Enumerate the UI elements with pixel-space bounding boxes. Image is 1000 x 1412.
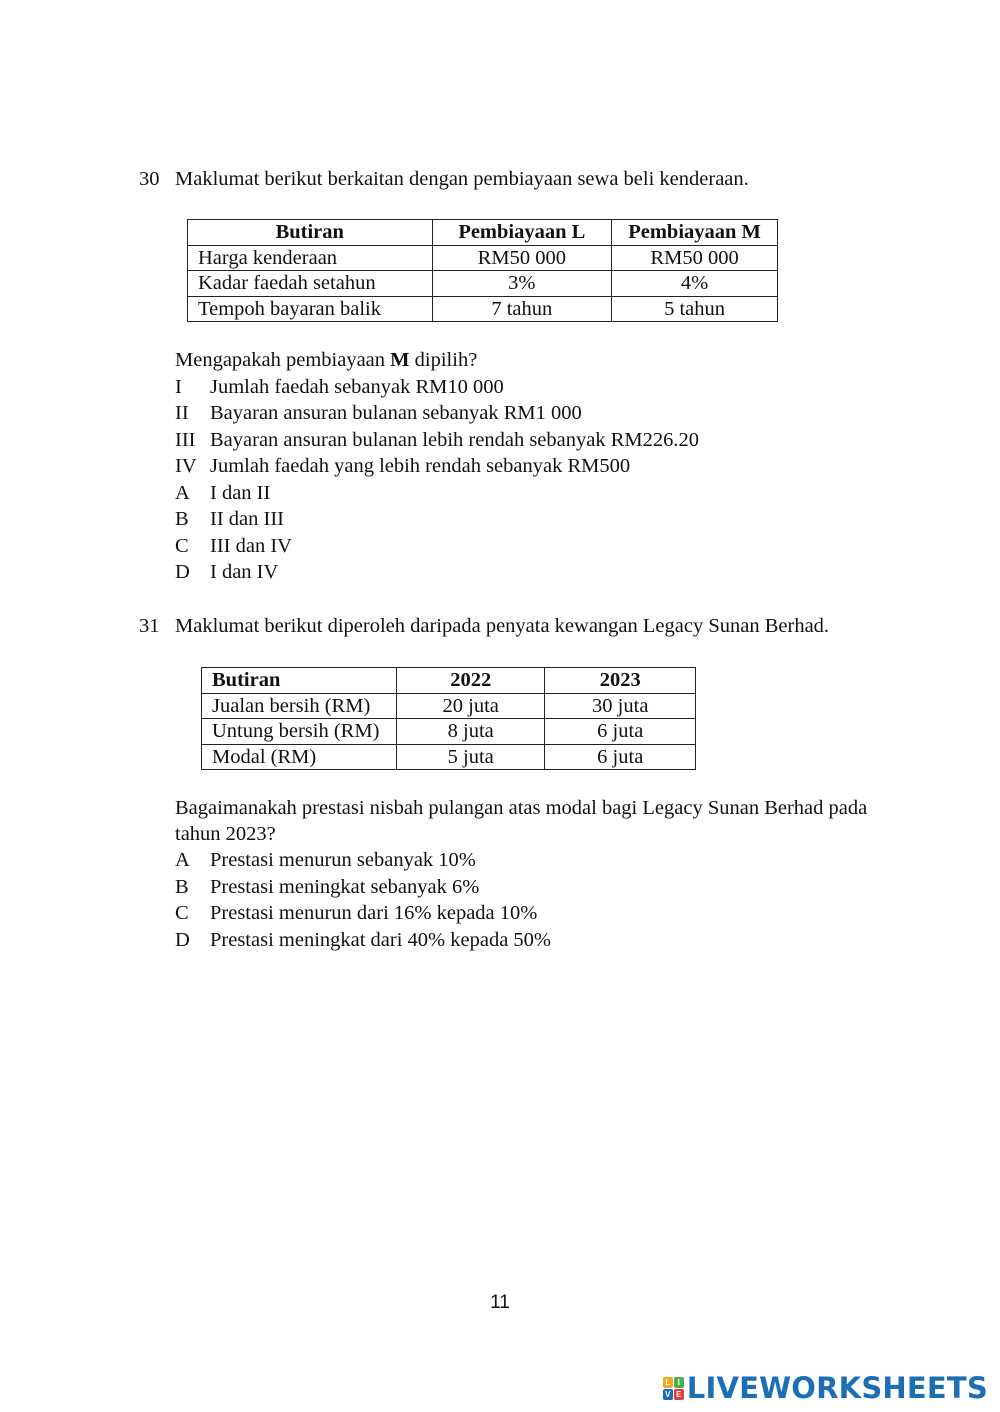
statement-text: Jumlah faedah sebanyak RM10 000	[210, 376, 504, 398]
table-cell: RM50 000	[612, 245, 778, 271]
q30-statement	[175, 402, 582, 425]
q30-number: 30	[139, 168, 160, 190]
table-row	[202, 719, 696, 745]
table-cell: 4%	[612, 271, 778, 297]
q31-stem: Maklumat berikut diperoleh daripada penyata kewangan Legacy Sunan Berhad.	[175, 615, 830, 637]
q30-option-d[interactable]	[175, 561, 278, 584]
option-text: III dan IV	[210, 535, 292, 557]
table-row	[188, 245, 778, 271]
table-header-row	[188, 220, 778, 246]
q31-number: 31	[139, 615, 160, 637]
liveworksheets-logo-icon	[663, 1377, 684, 1400]
q30-stem: Maklumat berikut berkaitan dengan pembiayaan sewa beli kenderaan.	[175, 168, 749, 190]
table-row	[202, 693, 696, 719]
q30-statement	[175, 455, 630, 478]
table-cell: Kadar faedah setahun	[188, 271, 433, 297]
option-text: I dan IV	[210, 561, 279, 583]
table-row	[202, 744, 696, 770]
option-label: D	[175, 561, 190, 583]
brand-name: LIVEWORKSHEETS	[686, 1371, 988, 1405]
table-header-cell: Butiran	[188, 220, 433, 246]
table-row	[188, 271, 778, 297]
option-label: C	[175, 902, 189, 924]
q30-statement	[175, 429, 699, 452]
table-cell: 20 juta	[396, 693, 545, 719]
q30-option-a[interactable]	[175, 482, 270, 505]
table-cell: 30 juta	[545, 693, 696, 719]
statement-label: I	[175, 376, 182, 398]
table-cell: 5 juta	[396, 744, 545, 770]
statement-label: III	[175, 429, 196, 451]
q30-question	[175, 349, 477, 372]
q30-question-bold: M	[390, 349, 410, 371]
logo-letter: I	[674, 1377, 684, 1388]
table-cell: Harga kenderaan	[188, 245, 433, 271]
table-cell: 5 tahun	[612, 296, 778, 322]
statement-text: Bayaran ansuran bulanan sebanyak RM1 000	[210, 402, 582, 424]
q31-option-b[interactable]	[175, 876, 479, 899]
option-text: Prestasi menurun dari 16% kepada 10%	[210, 902, 538, 924]
option-label: B	[175, 876, 189, 898]
logo-letter: V	[663, 1389, 673, 1400]
option-text: Prestasi meningkat sebanyak 6%	[210, 876, 480, 898]
table-header-cell: 2023	[545, 668, 696, 694]
q30-table	[187, 219, 778, 322]
table-cell: Jualan bersih (RM)	[202, 693, 397, 719]
statement-label: II	[175, 402, 189, 424]
option-label: D	[175, 929, 190, 951]
q30-statement	[175, 376, 504, 399]
table-cell: Tempoh bayaran balik	[188, 296, 433, 322]
table-cell: Untung bersih (RM)	[202, 719, 397, 745]
q31-table	[201, 667, 696, 770]
option-label: A	[175, 482, 190, 504]
logo-letter: E	[674, 1389, 684, 1400]
q31-question-line2: tahun 2023?	[175, 823, 276, 845]
table-cell: 6 juta	[545, 744, 696, 770]
table-cell: 8 juta	[396, 719, 545, 745]
table-cell: RM50 000	[432, 245, 612, 271]
q30-question-pre: Mengapakah pembiayaan	[175, 349, 391, 371]
table-cell: Modal (RM)	[202, 744, 397, 770]
liveworksheets-brand[interactable]	[663, 1371, 988, 1405]
q31-question-line1: Bagaimanakah prestasi nisbah pulangan atas modal bagi Legacy Sunan Berhad pada	[175, 797, 868, 819]
table-cell: 7 tahun	[432, 296, 612, 322]
statement-text: Jumlah faedah yang lebih rendah sebanyak RM500	[210, 455, 631, 477]
option-text: II dan III	[210, 508, 284, 530]
q30-question-post: dipilih?	[409, 349, 478, 371]
statement-text: Bayaran ansuran bulanan lebih rendah sebanyak RM226.20	[210, 429, 700, 451]
table-header-cell: Pembiayaan L	[432, 220, 612, 246]
table-header-cell: Butiran	[202, 668, 397, 694]
option-label: A	[175, 849, 190, 871]
logo-letter: L	[663, 1377, 673, 1388]
option-text: Prestasi meningkat dari 40% kepada 50%	[210, 929, 552, 951]
option-label: C	[175, 535, 189, 557]
option-text: I dan II	[210, 482, 271, 504]
table-header-cell: Pembiayaan M	[612, 220, 778, 246]
table-row	[188, 296, 778, 322]
q31-option-a[interactable]	[175, 849, 476, 872]
statement-label: IV	[175, 455, 197, 477]
table-header-cell: 2022	[396, 668, 545, 694]
option-label: B	[175, 508, 189, 530]
page-number: 11	[490, 1292, 510, 1313]
q30-option-b[interactable]	[175, 508, 284, 531]
q31-option-c[interactable]	[175, 902, 537, 925]
table-cell: 6 juta	[545, 719, 696, 745]
table-cell: 3%	[432, 271, 612, 297]
table-header-row	[202, 668, 696, 694]
q31-option-d[interactable]	[175, 929, 551, 952]
q30-option-c[interactable]	[175, 535, 292, 558]
option-text: Prestasi menurun sebanyak 10%	[210, 849, 476, 871]
